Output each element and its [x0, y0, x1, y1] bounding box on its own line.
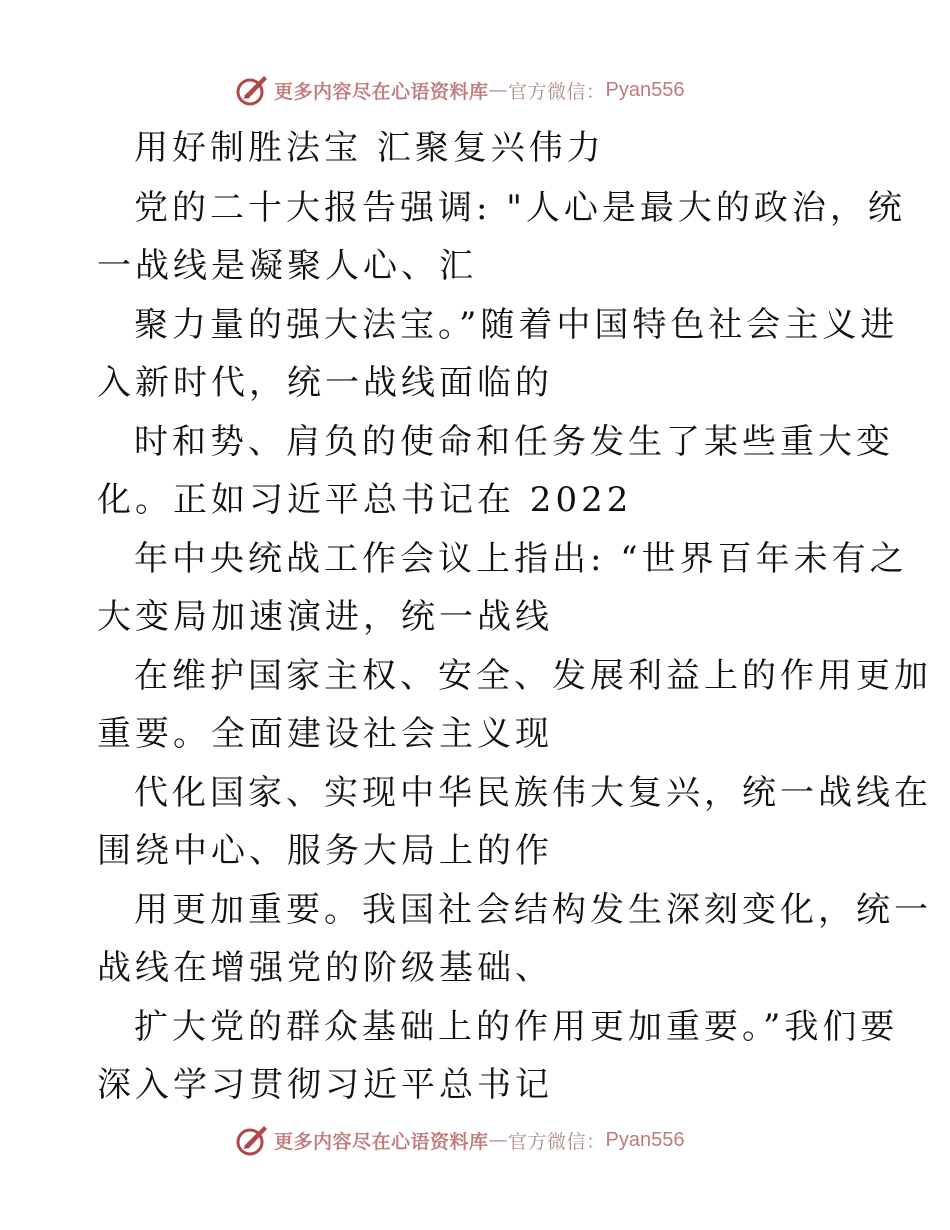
- banner-dash: —: [488, 1129, 509, 1151]
- paragraph-line: 年中央统战工作会议上指出: “世界百年未有之: [134, 539, 908, 579]
- paragraph-line: 重要。全面建设社会主义现: [97, 714, 553, 754]
- paragraph-line: 化。正如习近平总书记在 2022: [97, 480, 633, 520]
- paragraph-line: 代化国家、实现中华民族伟大复兴，统一战线在: [134, 773, 932, 813]
- paragraph-line: 围绕中心、服务大局上的作: [97, 831, 553, 871]
- paragraph-line: 用更加重要。我国社会结构发生深刻变化，统一: [134, 890, 932, 930]
- paragraph-line: 聚力量的强大法宝。”随着中国特色社会主义进: [134, 305, 899, 345]
- paragraph-line: 在维护国家主权、安全、发展利益上的作用更加: [134, 656, 932, 696]
- banner-wechat-label: 官方微信：: [508, 1130, 606, 1153]
- feather-pen-logo-icon: [234, 1122, 270, 1158]
- footer-banner: [234, 1121, 685, 1159]
- banner-wechat-id: Pyan556: [605, 78, 685, 101]
- paragraph-line: 深入学习贯彻习近平总书记: [97, 1065, 553, 1105]
- banner-title: 更多内容尽在心语资料库: [274, 1130, 489, 1153]
- paragraph-line: 时和势、肩负的使命和任务发生了某些重大变: [134, 422, 894, 462]
- feather-pen-logo-icon: [234, 72, 270, 108]
- paragraph-line: 一战线是凝聚人心、汇: [97, 246, 477, 286]
- paragraph-line: 扩大党的群众基础上的作用更加重要。”我们要: [134, 1007, 899, 1047]
- paragraph-line: 战线在增强党的阶级基础、: [97, 948, 553, 988]
- banner-dash: —: [488, 79, 509, 101]
- banner-title: 更多内容尽在心语资料库: [274, 80, 489, 103]
- paragraph-line: 入新时代，统一战线面临的: [97, 363, 553, 403]
- banner-wechat-id: Pyan556: [605, 1128, 685, 1151]
- paragraph-line: 党的二十大报告强调: "人心是最大的政治，统: [134, 188, 906, 228]
- banner-wechat-label: 官方微信：: [508, 80, 606, 103]
- document-title: 用好制胜法宝 汇聚复兴伟力: [134, 128, 605, 168]
- header-banner: [234, 71, 685, 109]
- paragraph-line: 大变局加速演进，统一战线: [97, 597, 553, 637]
